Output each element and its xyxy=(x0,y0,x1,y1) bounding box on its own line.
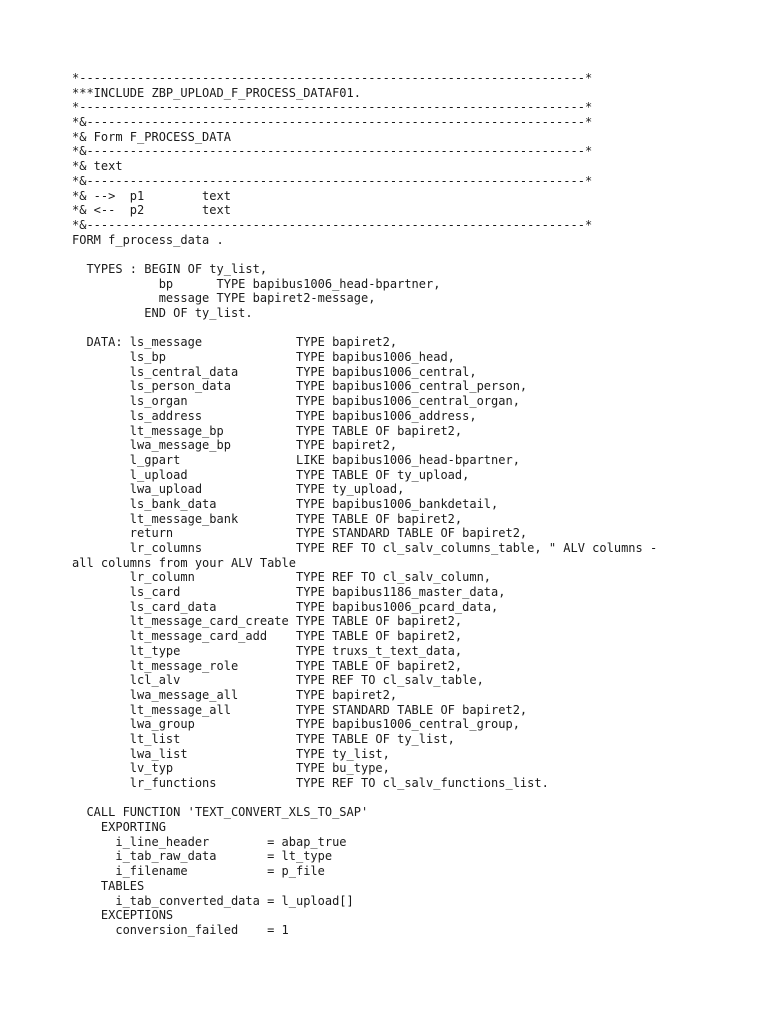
code-line: lwa_message_bp TYPE bapiret2, xyxy=(72,438,398,453)
code-line xyxy=(72,247,657,262)
code-line xyxy=(72,321,657,336)
code-line: lt_message_card_add TYPE TABLE OF bapiret2, xyxy=(72,629,463,644)
code-line: END OF ty_list. xyxy=(72,306,253,320)
code-line: all columns from your ALV Table xyxy=(72,555,296,570)
code-line: *& text xyxy=(72,159,123,174)
code-line: i_filename = p_file xyxy=(72,864,325,879)
code-line: l_gpart LIKE bapibus1006_head-bpartner, xyxy=(72,452,520,467)
code-line: lr_functions TYPE REF TO cl_salv_functions_list. xyxy=(72,776,549,790)
abap-source-code xyxy=(72,71,657,938)
code-line: *----------------------------------------------------------------------* xyxy=(72,71,593,85)
code-line: i_tab_converted_data = l_upload[] xyxy=(72,893,354,908)
code-line: ls_person_data TYPE bapibus1006_central_person, xyxy=(72,379,528,394)
code-line: lt_message_role TYPE TABLE OF bapiret2, xyxy=(72,658,463,673)
code-line: lt_type TYPE truxs_t_text_data, xyxy=(72,643,463,658)
code-line: *&---------------------------------------------------------------------* xyxy=(72,217,593,232)
code-line: ls_address TYPE bapibus1006_address, xyxy=(72,408,477,423)
code-line: TABLES xyxy=(72,878,145,893)
code-line: *& <-- p2 text xyxy=(72,203,231,218)
code-line: lr_column TYPE REF TO cl_salv_column, xyxy=(72,570,492,585)
code-line: EXCEPTIONS xyxy=(72,908,174,923)
code-line: lwa_upload TYPE ty_upload, xyxy=(72,482,405,497)
code-line: lwa_list TYPE ty_list, xyxy=(72,746,390,761)
code-line xyxy=(72,791,657,806)
code-line: ***INCLUDE ZBP_UPLOAD_F_PROCESS_DATAF01. xyxy=(72,85,361,100)
code-line: ls_card_data TYPE bapibus1006_pcard_data, xyxy=(72,599,499,614)
code-line: lt_message_bp TYPE TABLE OF bapiret2, xyxy=(72,423,463,438)
code-line: FORM f_process_data . xyxy=(72,232,224,247)
code-line: conversion_failed = 1 xyxy=(72,922,289,937)
code-line: lv_typ TYPE bu_type, xyxy=(72,761,390,776)
code-line: i_line_header = abap_true xyxy=(72,834,347,849)
code-line: *& --> p1 text xyxy=(72,188,231,203)
code-line: lt_message_all TYPE STANDARD TABLE OF bapiret2, xyxy=(72,702,528,717)
code-line: lr_columns TYPE REF TO cl_salv_columns_table, " ALV columns - xyxy=(72,541,658,555)
code-line: lt_message_bank TYPE TABLE OF bapiret2, xyxy=(72,511,463,526)
code-line: lwa_group TYPE bapibus1006_central_group, xyxy=(72,717,520,732)
code-line: ls_organ TYPE bapibus1006_central_organ, xyxy=(72,394,520,409)
code-line: lwa_message_all TYPE bapiret2, xyxy=(72,687,398,702)
code-line: EXPORTING xyxy=(72,820,166,835)
code-line: *&---------------------------------------------------------------------* xyxy=(72,115,593,130)
code-line: ls_bp TYPE bapibus1006_head, xyxy=(72,350,455,365)
code-line: DATA: ls_message TYPE bapiret2, xyxy=(72,335,398,350)
code-line: ls_card TYPE bapibus1186_master_data, xyxy=(72,585,506,600)
code-line: message TYPE bapiret2-message, xyxy=(72,291,376,306)
code-line: ls_central_data TYPE bapibus1006_central, xyxy=(72,364,477,379)
code-line: lt_list TYPE TABLE OF ty_list, xyxy=(72,731,455,746)
code-line: lt_message_card_create TYPE TABLE OF bapiret2, xyxy=(72,614,463,629)
code-line: *& Form F_PROCESS_DATA xyxy=(72,129,231,144)
code-line: TYPES : BEGIN OF ty_list, xyxy=(72,261,268,276)
code-line: ls_bank_data TYPE bapibus1006_bankdetail, xyxy=(72,496,499,511)
code-line: return TYPE STANDARD TABLE OF bapiret2, xyxy=(72,526,528,541)
code-line: *&---------------------------------------------------------------------* xyxy=(72,144,593,159)
code-line: i_tab_raw_data = lt_type xyxy=(72,849,333,864)
code-line: *&---------------------------------------------------------------------* xyxy=(72,173,593,188)
code-line: bp TYPE bapibus1006_head-bpartner, xyxy=(72,276,441,291)
code-line: lcl_alv TYPE REF TO cl_salv_table, xyxy=(72,673,484,688)
code-line: CALL FUNCTION 'TEXT_CONVERT_XLS_TO_SAP' xyxy=(72,805,369,820)
code-line: *----------------------------------------------------------------------* xyxy=(72,100,593,115)
code-line: l_upload TYPE TABLE OF ty_upload, xyxy=(72,467,470,482)
